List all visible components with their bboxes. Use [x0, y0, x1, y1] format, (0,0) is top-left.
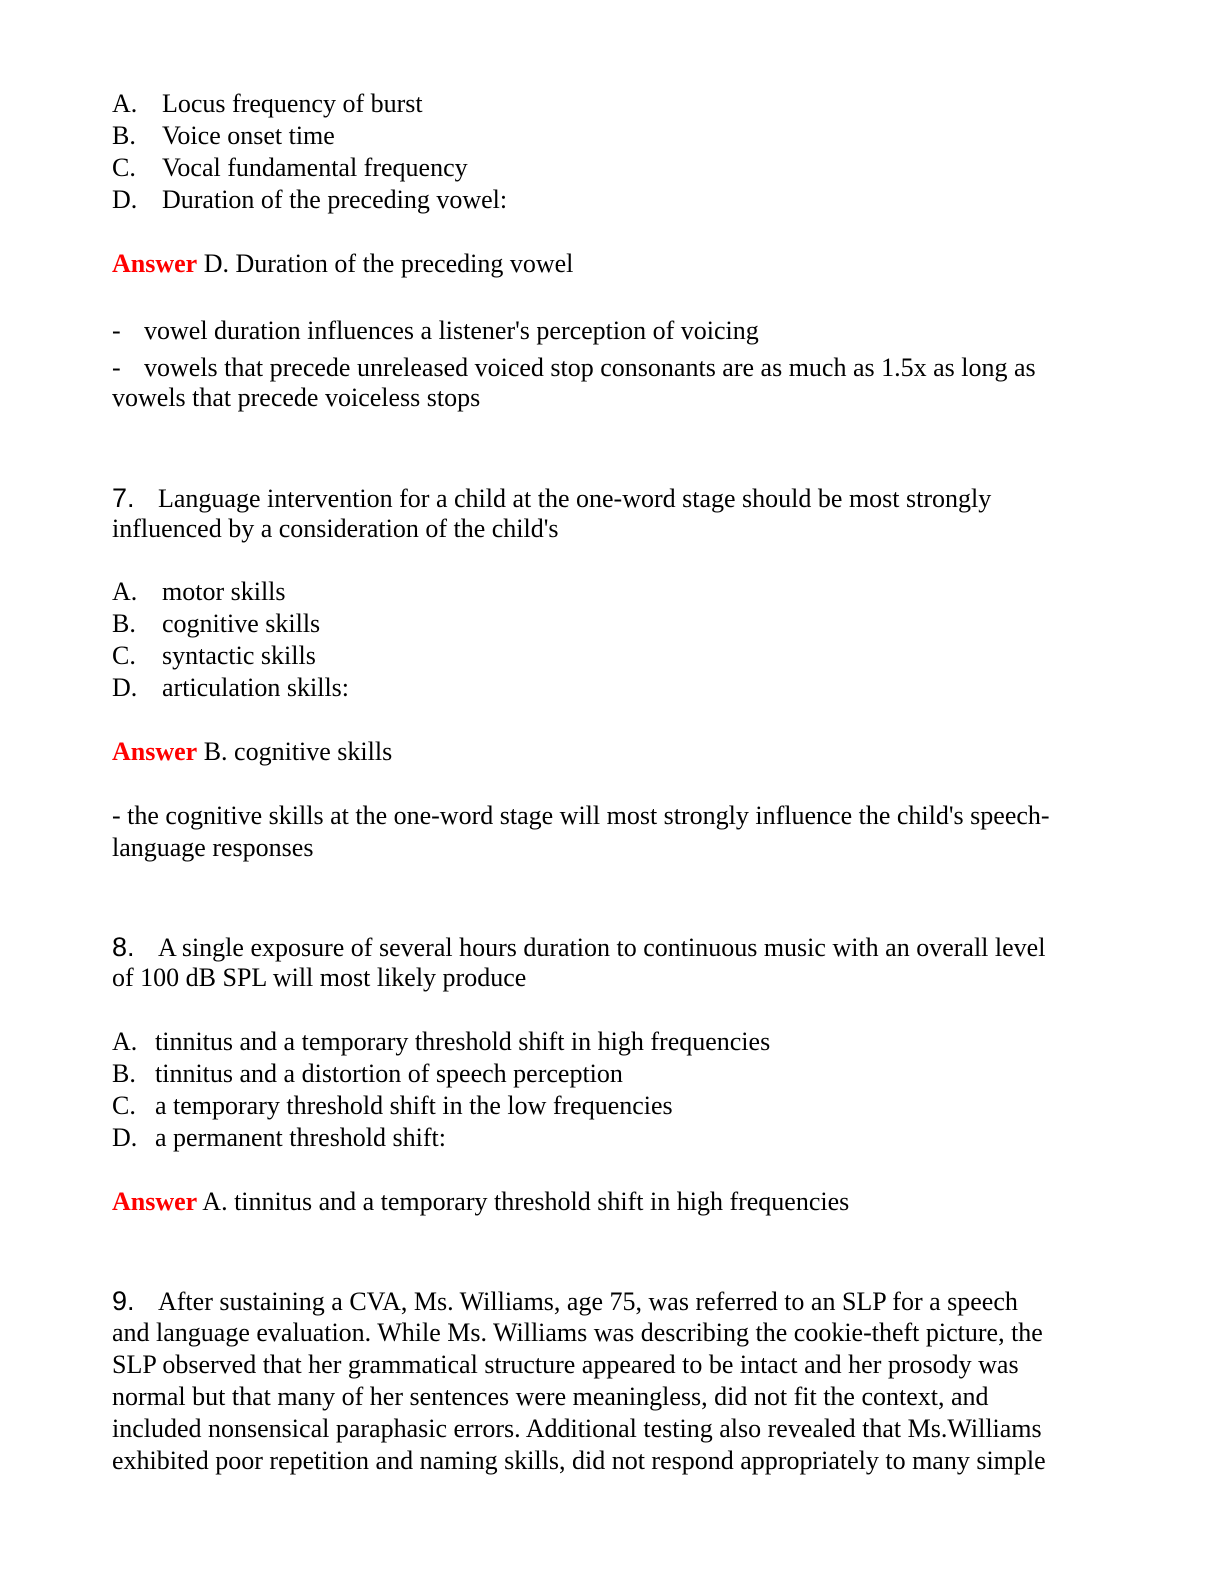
note-text: vowel duration influences a listener's perception of voicing — [144, 316, 759, 345]
q8-answer — [112, 1186, 849, 1218]
option-letter: C. — [112, 641, 136, 670]
q6-option-b — [112, 120, 335, 152]
question-text: SLP observed that her grammatical structure appeared to be intact and her prosody was — [112, 1350, 1019, 1379]
question-text: exhibited poor repetition and naming skills, did not respond appropriately to many simple — [112, 1446, 1046, 1475]
option-text: motor skills — [162, 577, 286, 606]
q8-option-d — [112, 1122, 446, 1154]
q7-question-continued — [112, 513, 559, 545]
q7-option-a — [112, 576, 286, 608]
q8-option-a — [112, 1026, 770, 1058]
q8-question-continued — [112, 962, 526, 994]
q6-note-1 — [112, 315, 759, 347]
question-text: influenced by a consideration of the child's — [112, 514, 559, 543]
answer-text: A. tinnitus and a temporary threshold shift in high frequencies — [202, 1187, 850, 1216]
option-letter: B. — [112, 1059, 136, 1088]
option-letter: D. — [112, 185, 138, 214]
q9-question-line-5 — [112, 1413, 1042, 1445]
q7-explanation — [112, 800, 1050, 832]
note-text: vowels that precede unreleased voiced stop consonants are as much as 1.5x as long as — [144, 353, 1036, 382]
q7-question — [112, 482, 991, 515]
q9-question — [112, 1285, 1018, 1318]
option-letter: D. — [112, 673, 138, 702]
option-text: tinnitus and a distortion of speech perception — [155, 1059, 623, 1088]
question-number: 7. — [112, 483, 135, 513]
q6-note-2 — [112, 352, 1036, 384]
q8-option-c — [112, 1090, 673, 1122]
question-text: A single exposure of several hours duration to continuous music with an overall level — [158, 933, 1046, 962]
q7-option-b — [112, 608, 320, 640]
question-text: normal but that many of her sentences were meaningless, did not fit the context, and — [112, 1382, 989, 1411]
explanation-text: language responses — [112, 833, 314, 862]
option-text: a permanent threshold shift: — [155, 1123, 446, 1152]
option-text: Locus frequency of burst — [162, 89, 423, 118]
bullet-dash: - — [112, 316, 121, 345]
note-text: vowels that precede voiceless stops — [112, 383, 481, 412]
bullet-dash: - — [112, 353, 121, 382]
q9-question-line-4 — [112, 1381, 989, 1413]
q6-option-d — [112, 184, 507, 216]
question-text: included nonsensical paraphasic errors. Additional testing also revealed that Ms.Williams — [112, 1414, 1042, 1443]
q6-note-2-continued — [112, 382, 480, 414]
question-number: 9. — [112, 1286, 135, 1316]
q6-option-c — [112, 152, 468, 184]
answer-text: B. cognitive skills — [203, 737, 393, 766]
option-text: articulation skills: — [162, 673, 350, 702]
option-letter: A. — [112, 1027, 138, 1056]
answer-label: Answer — [112, 249, 198, 278]
q7-option-c — [112, 640, 316, 672]
question-number: 8. — [112, 932, 135, 962]
option-letter: D. — [112, 1123, 138, 1152]
q8-question — [112, 931, 1045, 964]
option-text: tinnitus and a temporary threshold shift in high frequencies — [155, 1027, 771, 1056]
q9-question-line-2 — [112, 1317, 1043, 1349]
question-text: of 100 dB SPL will most likely produce — [112, 963, 527, 992]
option-letter: C. — [112, 1091, 136, 1120]
q7-answer — [112, 736, 392, 768]
option-text: syntactic skills — [162, 641, 316, 670]
q7-explanation-continued — [112, 832, 313, 864]
q9-question-line-6 — [112, 1445, 1046, 1477]
option-letter: B. — [112, 609, 136, 638]
answer-label: Answer — [112, 737, 198, 766]
option-letter: B. — [112, 121, 136, 150]
q6-option-a — [112, 88, 423, 120]
option-letter: A. — [112, 577, 138, 606]
option-text: cognitive skills — [162, 609, 321, 638]
question-text: and language evaluation. While Ms. Williams was describing the cookie-theft picture, the — [112, 1318, 1043, 1347]
q7-option-d — [112, 672, 349, 704]
option-text: Voice onset time — [162, 121, 335, 150]
option-letter: C. — [112, 153, 136, 182]
option-text: Duration of the preceding vowel: — [162, 185, 508, 214]
question-text: After sustaining a CVA, Ms. Williams, age 75, was referred to an SLP for a speech — [158, 1287, 1018, 1316]
q6-answer — [112, 248, 573, 280]
explanation-text: - the cognitive skills at the one-word stage will most strongly influence the child's speech- — [112, 801, 1050, 830]
question-text: Language intervention for a child at the one-word stage should be most strongly — [158, 484, 992, 513]
answer-label: Answer — [112, 1187, 198, 1216]
option-text: a temporary threshold shift in the low frequencies — [155, 1091, 673, 1120]
option-letter: A. — [112, 89, 138, 118]
option-text: Vocal fundamental frequency — [162, 153, 468, 182]
answer-text: D. Duration of the preceding vowel — [203, 249, 574, 278]
q8-option-b — [112, 1058, 623, 1090]
q9-question-line-3 — [112, 1349, 1019, 1381]
